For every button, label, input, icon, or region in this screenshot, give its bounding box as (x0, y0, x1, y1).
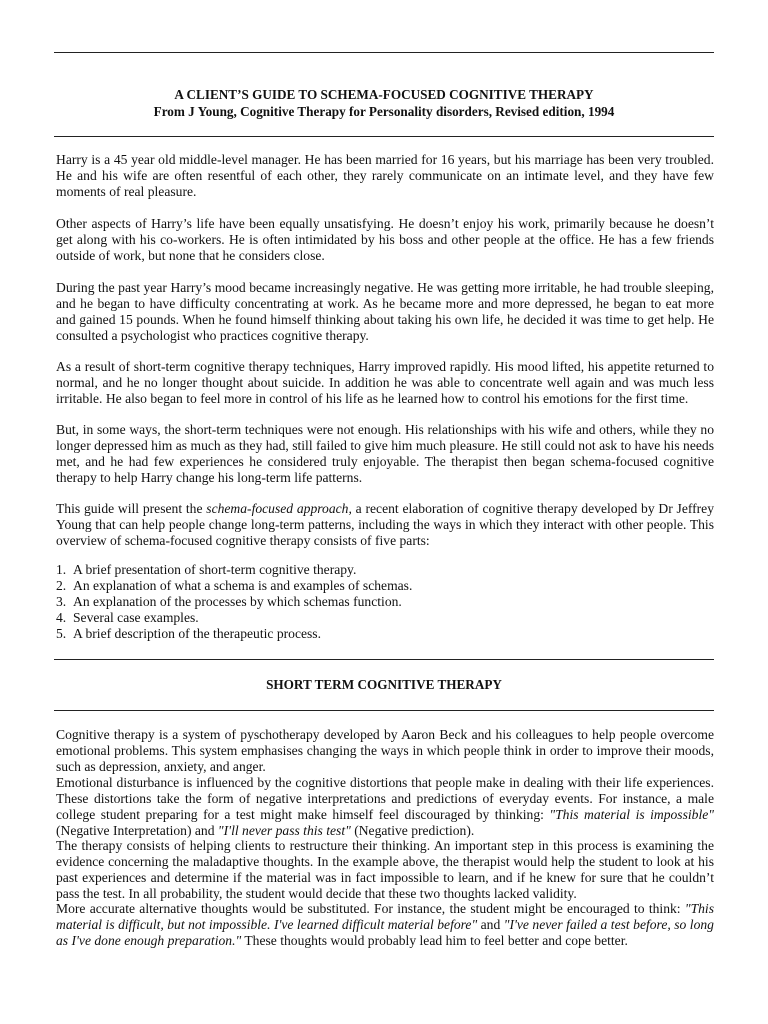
p2-text-start: Emotional disturbance is influenced by the cognitive distortions that people make in dealing with their life experiences. These distortions take the form of negative interpretations and predictions of everyday events. For instance, a male college student preparing for a test might make himself feel discouraged by thinking: (56, 775, 714, 822)
list-text: A brief presentation of short-term cognitive therapy. (73, 562, 357, 577)
section-paragraph-1: Cognitive therapy is a system of pyschotherapy developed by Aaron Beck and his colleagues to help people overcome emotional problems. This system emphasises changing the ways in which people think in order to improve their moods, such as depression, anxiety, and anger. (56, 727, 714, 774)
section-heading: SHORT TERM COGNITIVE THERAPY (266, 677, 502, 692)
p6-text-end: a recent elaboration of cognitive therapy developed by Dr Jeffrey Young that can help people change long-term patterns, including the ways in which they interact with other people. This overview of schema-focused cognitive therapy consists of five parts: (56, 501, 715, 548)
list-item (56, 610, 706, 626)
document-title: A CLIENT’S GUIDE TO SCHEMA-FOCUSED COGNITIVE THERAPY (174, 87, 594, 102)
list-item (56, 578, 706, 594)
list-number: 5. (56, 626, 67, 641)
section-rule-bottom (54, 710, 714, 711)
intro-paragraph-3: During the past year Harry’s mood became increasingly negative. He was getting more irritable, he had trouble sleeping, and he began to have difficulty concentrating at work. As he became more and more depressed, he began to eat more and gained 15 pounds. When he found himself thinking about taking his own life, he decided it was time to get help. He consulted a psychologist who practices cognitive therapy. (56, 280, 714, 343)
p2-text-middle: (Negative Interpretation) and (56, 822, 218, 838)
section-paragraph-3: The therapy consists of helping clients to restructure their thinking. An important step in this process is examining the evidence concerning the maladaptive thoughts. In the example above, the therapist would help the student to look at his past experiences and determine if the material was in fact impossible to learn, and if he knew for sure that he couldn’t pass the test. In all probability, the student would decide that these two thoughts lacked validity. (56, 838, 714, 901)
p6-text-start: This guide will present the (56, 501, 207, 516)
p2-quote-prediction: "I'll never pass this test" (217, 822, 351, 838)
list-text: A brief description of the therapeutic process. (73, 626, 321, 641)
p4-quote-2: "I've never failed a test before, so long as I've done enough preparation." (56, 916, 714, 948)
list-item (56, 562, 706, 578)
intro-paragraph-2: Other aspects of Harry’s life have been equally unsatisfying. He doesn’t enjoy his work, primarily because he doesn’t get along with his co-workers. He is often intimidated by his boss and other people at the office. He has a few friends outside of work, but none that he considers close. (56, 216, 714, 263)
list-item (56, 594, 706, 610)
list-item (56, 626, 706, 642)
list-number: 4. (56, 610, 67, 625)
section-paragraph-4 (56, 901, 714, 949)
header-rule (54, 136, 714, 137)
list-number: 1. (56, 562, 67, 577)
list-number: 3. (56, 594, 67, 609)
p4-text-end: These thoughts would probably lead him to feel better and cope better. (241, 932, 628, 948)
p4-text-start: More accurate alternative thoughts would be substituted. For instance, the student might be encouraged to think: (56, 901, 685, 916)
intro-paragraph-5: But, in some ways, the short-term techniques were not enough. His relationships with his wife and others, while they no longer depressed him as much as they had, still failed to give him much pleasure. He still could not ask to have his needs met, and he had few experiences he considered truly enjoyable. The therapist then began schema-focused cognitive therapy to help Harry change his long-term life patterns. (56, 422, 714, 485)
section-rule-top (54, 659, 714, 660)
list-text: An explanation of the processes by which schemas function. (73, 594, 402, 609)
p6-italic-term: schema-focused approach, (206, 501, 352, 516)
list-number: 2. (56, 578, 67, 593)
p4-text-middle: and (477, 916, 504, 932)
p4-quote-1: "This material is difficult, but not impossible. I've learned difficult material before" (56, 901, 714, 932)
p2-text-end: (Negative prediction). (350, 822, 475, 838)
intro-paragraph-6 (56, 501, 714, 549)
intro-paragraph-1: Harry is a 45 year old middle-level manager. He has been married for 16 years, but his marriage has been very troubled. He and his wife are often resentful of each other, they rarely communicate on an intimate level, and they have few moments of real pleasure. (56, 152, 714, 199)
list-text: Several case examples. (73, 610, 199, 625)
document-subtitle: From J Young, Cognitive Therapy for Personality disorders, Revised edition, 1994 (153, 104, 615, 119)
section-paragraph-2 (56, 775, 714, 839)
parts-list (56, 562, 706, 642)
p2-quote-interpretation: "This material is impossible" (549, 806, 714, 822)
intro-paragraph-4: As a result of short-term cognitive therapy techniques, Harry improved rapidly. His mood lifted, his appetite returned to normal, and he no longer thought about suicide. In addition he was able to concentrate well again and was much less irritable. He also began to feel more in control of his life as he learned how to control his emotions for the first time. (56, 359, 714, 406)
list-text: An explanation of what a schema is and examples of schemas. (73, 578, 413, 593)
top-rule (54, 52, 714, 53)
